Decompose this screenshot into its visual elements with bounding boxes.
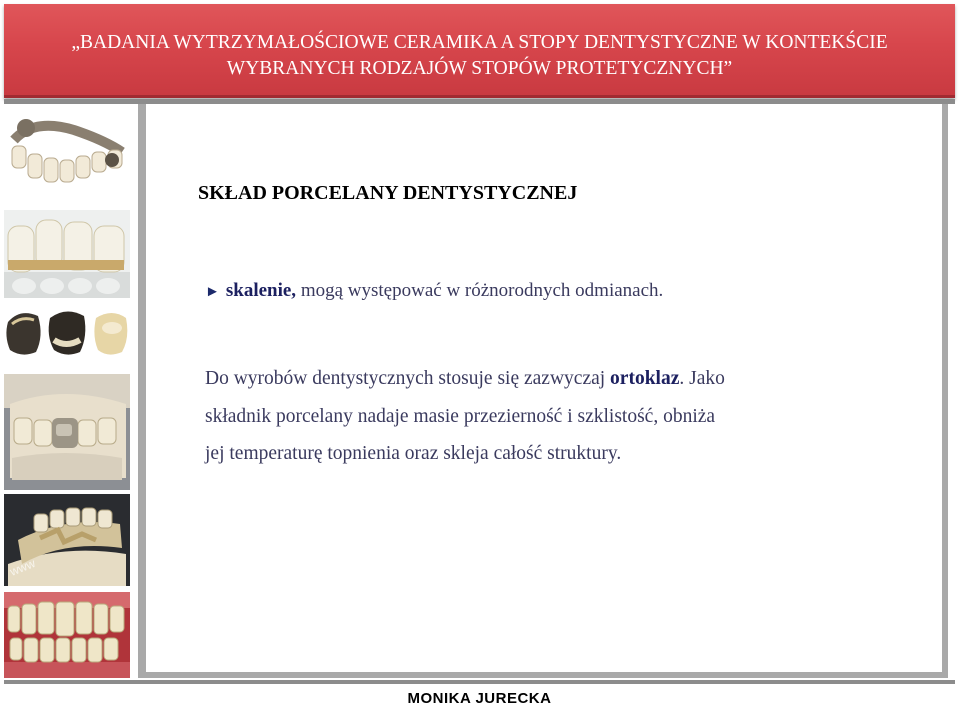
- bullet-term: skalenie,: [225, 280, 297, 301]
- image-strip: [4, 108, 132, 680]
- body-paragraph: [205, 360, 905, 473]
- paragraph-line-1: [205, 360, 905, 398]
- paragraph-term: ortoklaz: [610, 368, 680, 389]
- bullet-text: mogą występować w różnorodnych odmianach.: [296, 280, 664, 301]
- author-footer: MONIKA JURECKA: [407, 690, 552, 707]
- section-heading: SKŁAD PORCELANY DENTYSTYCZNEJ: [198, 182, 578, 204]
- bullet-arrow-icon: ►: [205, 284, 220, 300]
- bridge-crowns-photo: [4, 110, 130, 206]
- paragraph-line-2: składnik porcelany nadaje masie przezierność i szklistość, obniża: [205, 405, 716, 427]
- metal-framework-model-photo: [4, 494, 130, 586]
- title-banner: [4, 4, 955, 98]
- paragraph-line-3: jej temperaturę topnienia oraz skleja całość struktury.: [205, 443, 622, 464]
- natural-teeth-photo: [4, 592, 130, 678]
- dental-cast-model-photo: [4, 374, 130, 490]
- title-line-1: „BADANIA WYTRZYMAŁOŚCIOWE CERAMIKA A STOPY DENTYSTYCZNE W KONTEKŚCIE: [71, 32, 888, 53]
- porcelain-bridge-photo: [4, 210, 130, 298]
- paragraph-line-1-end: . Jako: [679, 368, 725, 389]
- bullet-item: [205, 280, 663, 302]
- watermark-text: www: [7, 556, 38, 579]
- metal-crowns-photo: [4, 302, 130, 368]
- paragraph-line-1-start: Do wyrobów dentystycznych stosuje się zazwyczaj: [205, 368, 611, 389]
- title-line-2: WYBRANYCH RODZAJÓW STOPÓW PROTETYCZNYCH”: [226, 58, 733, 79]
- footer-bar: [4, 680, 955, 684]
